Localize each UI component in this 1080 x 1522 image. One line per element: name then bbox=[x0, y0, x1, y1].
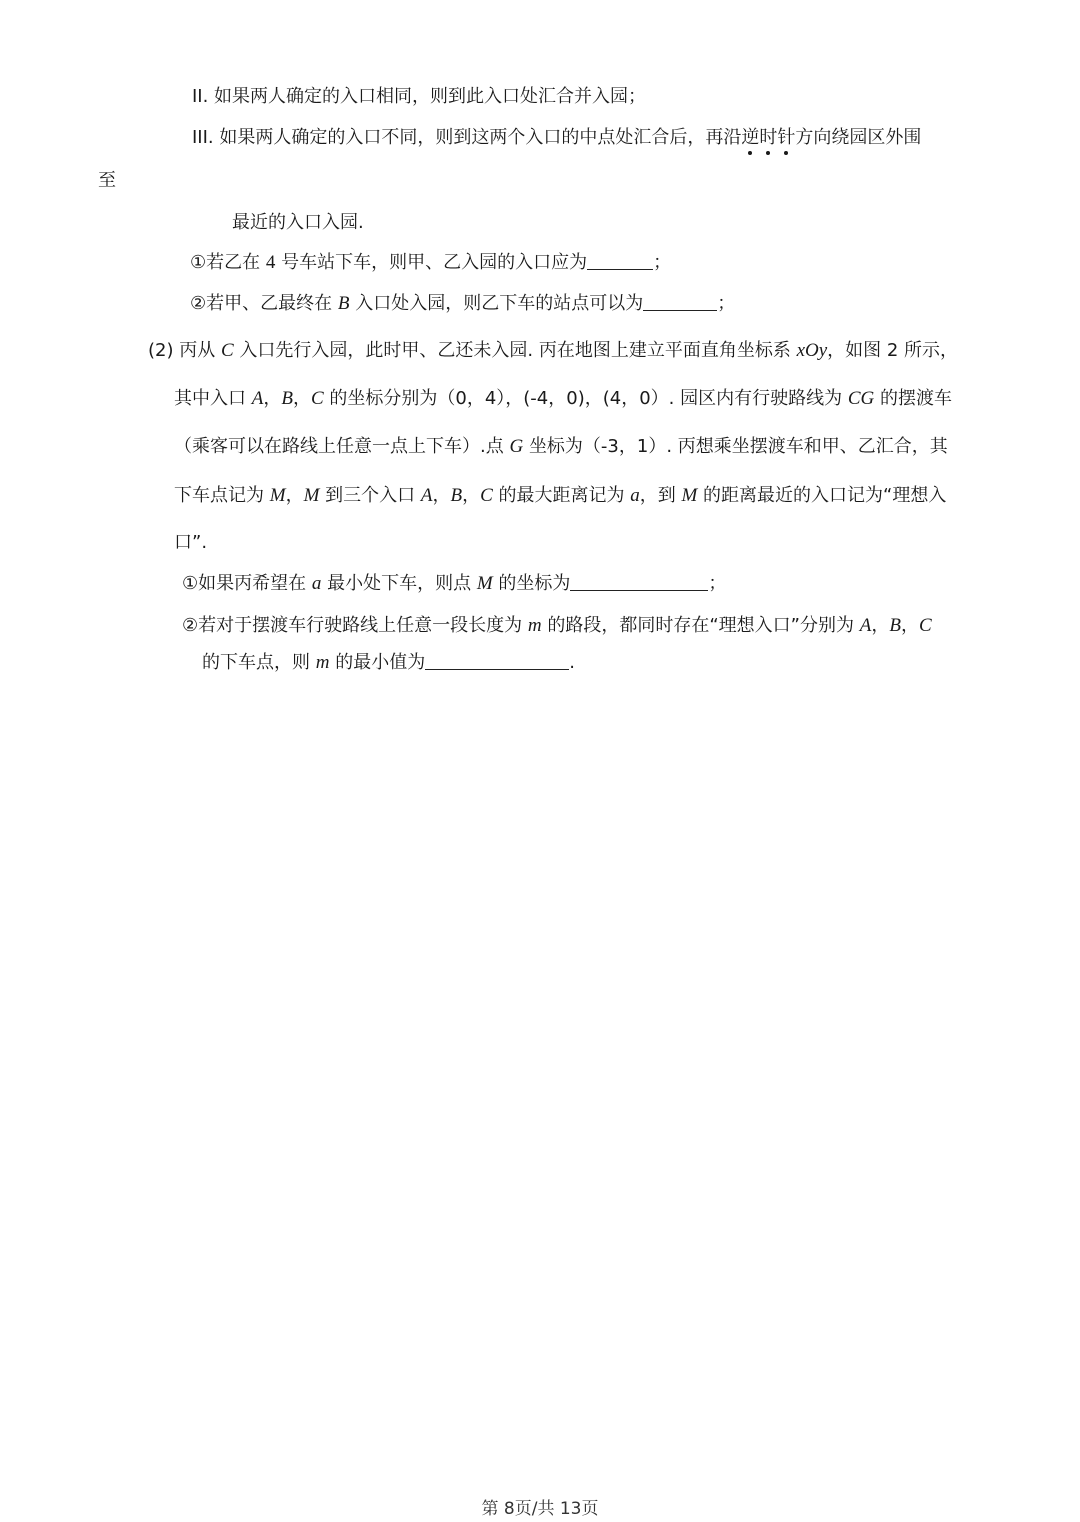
q-punct: ， bbox=[263, 388, 282, 409]
q-punct: ； bbox=[708, 573, 727, 594]
item-III-continuation: 最近的入口入园. bbox=[232, 212, 364, 233]
q-text: ②若对于摆渡车行驶路线上任意一段长度为 bbox=[182, 615, 523, 636]
q-text: 坐标为（-3，1）. 丙想乘坐摆渡车和甲、乙汇合，其 bbox=[528, 436, 948, 457]
q-text: 号车站下车，则甲、乙入园的入口应为 bbox=[281, 252, 588, 273]
q-text: ，到 bbox=[639, 485, 676, 506]
q-text: 其中入口 bbox=[174, 388, 246, 409]
question-2-line3 bbox=[174, 434, 948, 460]
var-CG: CG bbox=[847, 388, 875, 409]
q-punct: ， bbox=[462, 485, 481, 506]
q-punct: ； bbox=[717, 293, 736, 314]
q-punct: ； bbox=[653, 252, 672, 273]
question-2-2-cont bbox=[202, 650, 575, 676]
item-II bbox=[192, 84, 646, 110]
var-C: C bbox=[480, 485, 493, 506]
var-C: C bbox=[310, 388, 324, 409]
emphasis-char: 逆 bbox=[741, 127, 760, 148]
var-a: a bbox=[311, 573, 322, 594]
var-m: m bbox=[315, 652, 330, 673]
item-III-wrap bbox=[98, 168, 116, 194]
item-II-text: II. 如果两人确定的入口相同，则到此入口处汇合并入园； bbox=[192, 86, 647, 107]
q-text: 最小处下车，则点 bbox=[327, 573, 472, 594]
question-2-intro bbox=[148, 338, 958, 364]
q-text: ①如果丙希望在 bbox=[182, 573, 307, 594]
q-text: 入口处入园，则乙下车的站点可以为 bbox=[355, 293, 644, 314]
item-III-text-end: 方向绕园区外围 bbox=[795, 127, 922, 148]
question-2-line5 bbox=[174, 530, 207, 556]
q-text: 的坐标分别为（0，4），(-4，0)，(4，0）. 园区内有行驶路线为 bbox=[329, 388, 843, 409]
var-a: a bbox=[630, 485, 640, 506]
var-M: M bbox=[476, 573, 493, 594]
var-A: A bbox=[420, 485, 433, 506]
q-text: 的摆渡车 bbox=[879, 388, 952, 409]
q-text: 下车点记为 bbox=[174, 485, 264, 506]
emphasis-char: 针 bbox=[777, 127, 796, 148]
answer-blank[interactable] bbox=[570, 572, 708, 591]
q-punct: ， bbox=[285, 485, 304, 506]
q-text: 口”. bbox=[174, 532, 208, 553]
var-B: B bbox=[889, 615, 901, 636]
q-text: 的距离最近的入口记为“理想入 bbox=[703, 485, 947, 506]
item-III bbox=[192, 125, 921, 151]
page-footer: 第 8页/共 13页 bbox=[481, 1499, 599, 1519]
var-G: G bbox=[509, 436, 524, 457]
q-punct: ， bbox=[871, 615, 890, 636]
q-text: 入口先行入园，此时甲、乙还未入园. 丙在地图上建立平面直角坐标系 bbox=[239, 340, 791, 361]
question-2-1 bbox=[182, 571, 726, 597]
emphasis-char: 时 bbox=[759, 127, 778, 148]
answer-blank[interactable] bbox=[425, 651, 569, 670]
q-text: ②若甲、乙最终在 bbox=[190, 293, 333, 314]
q-text: 的路段，都同时存在“理想入口”分别为 bbox=[547, 615, 854, 636]
q-text: ①若乙在 bbox=[190, 252, 261, 273]
q-text: ，如图 2 所示， bbox=[827, 340, 959, 361]
item-III-cont bbox=[232, 210, 364, 236]
var-M: M bbox=[681, 485, 698, 506]
q-text: (2) 丙从 bbox=[148, 340, 216, 361]
q-number: 4 bbox=[265, 252, 276, 273]
q-text: （乘客可以在路线上任意一点上下车）.点 bbox=[174, 436, 504, 457]
item-III-text: III. 如果两人确定的入口不同，则到这两个入口的中点处汇合后，再沿 bbox=[192, 127, 742, 148]
answer-blank[interactable] bbox=[587, 251, 653, 270]
var-m: m bbox=[527, 615, 542, 636]
q-punct: ， bbox=[292, 388, 311, 409]
var-C: C bbox=[220, 340, 234, 361]
var-A: A bbox=[859, 615, 872, 636]
q-punct: ， bbox=[432, 485, 451, 506]
q-text: 的下车点，则 bbox=[202, 652, 310, 673]
question-2-line2 bbox=[174, 386, 952, 412]
q-punct: ， bbox=[900, 615, 919, 636]
question-2-2 bbox=[182, 613, 932, 639]
var-M: M bbox=[269, 485, 286, 506]
q-text: 的坐标为 bbox=[498, 573, 571, 594]
question-1-1 bbox=[190, 250, 671, 276]
question-1-2 bbox=[190, 291, 735, 317]
var-C: C bbox=[918, 615, 932, 636]
var-B: B bbox=[450, 485, 463, 506]
wrap-char: 至 bbox=[98, 170, 116, 191]
q-text: 的最小值为 bbox=[335, 652, 426, 673]
answer-blank[interactable] bbox=[643, 292, 717, 311]
var-B: B bbox=[337, 293, 350, 314]
q-text: 的最大距离记为 bbox=[498, 485, 625, 506]
var-B: B bbox=[281, 388, 293, 409]
q-text: 到三个入口 bbox=[325, 485, 416, 506]
question-2-line4 bbox=[174, 483, 946, 509]
var-A: A bbox=[251, 388, 264, 409]
q-punct: . bbox=[569, 652, 575, 673]
var-xoy: xOy bbox=[796, 340, 828, 361]
var-M: M bbox=[303, 485, 320, 506]
